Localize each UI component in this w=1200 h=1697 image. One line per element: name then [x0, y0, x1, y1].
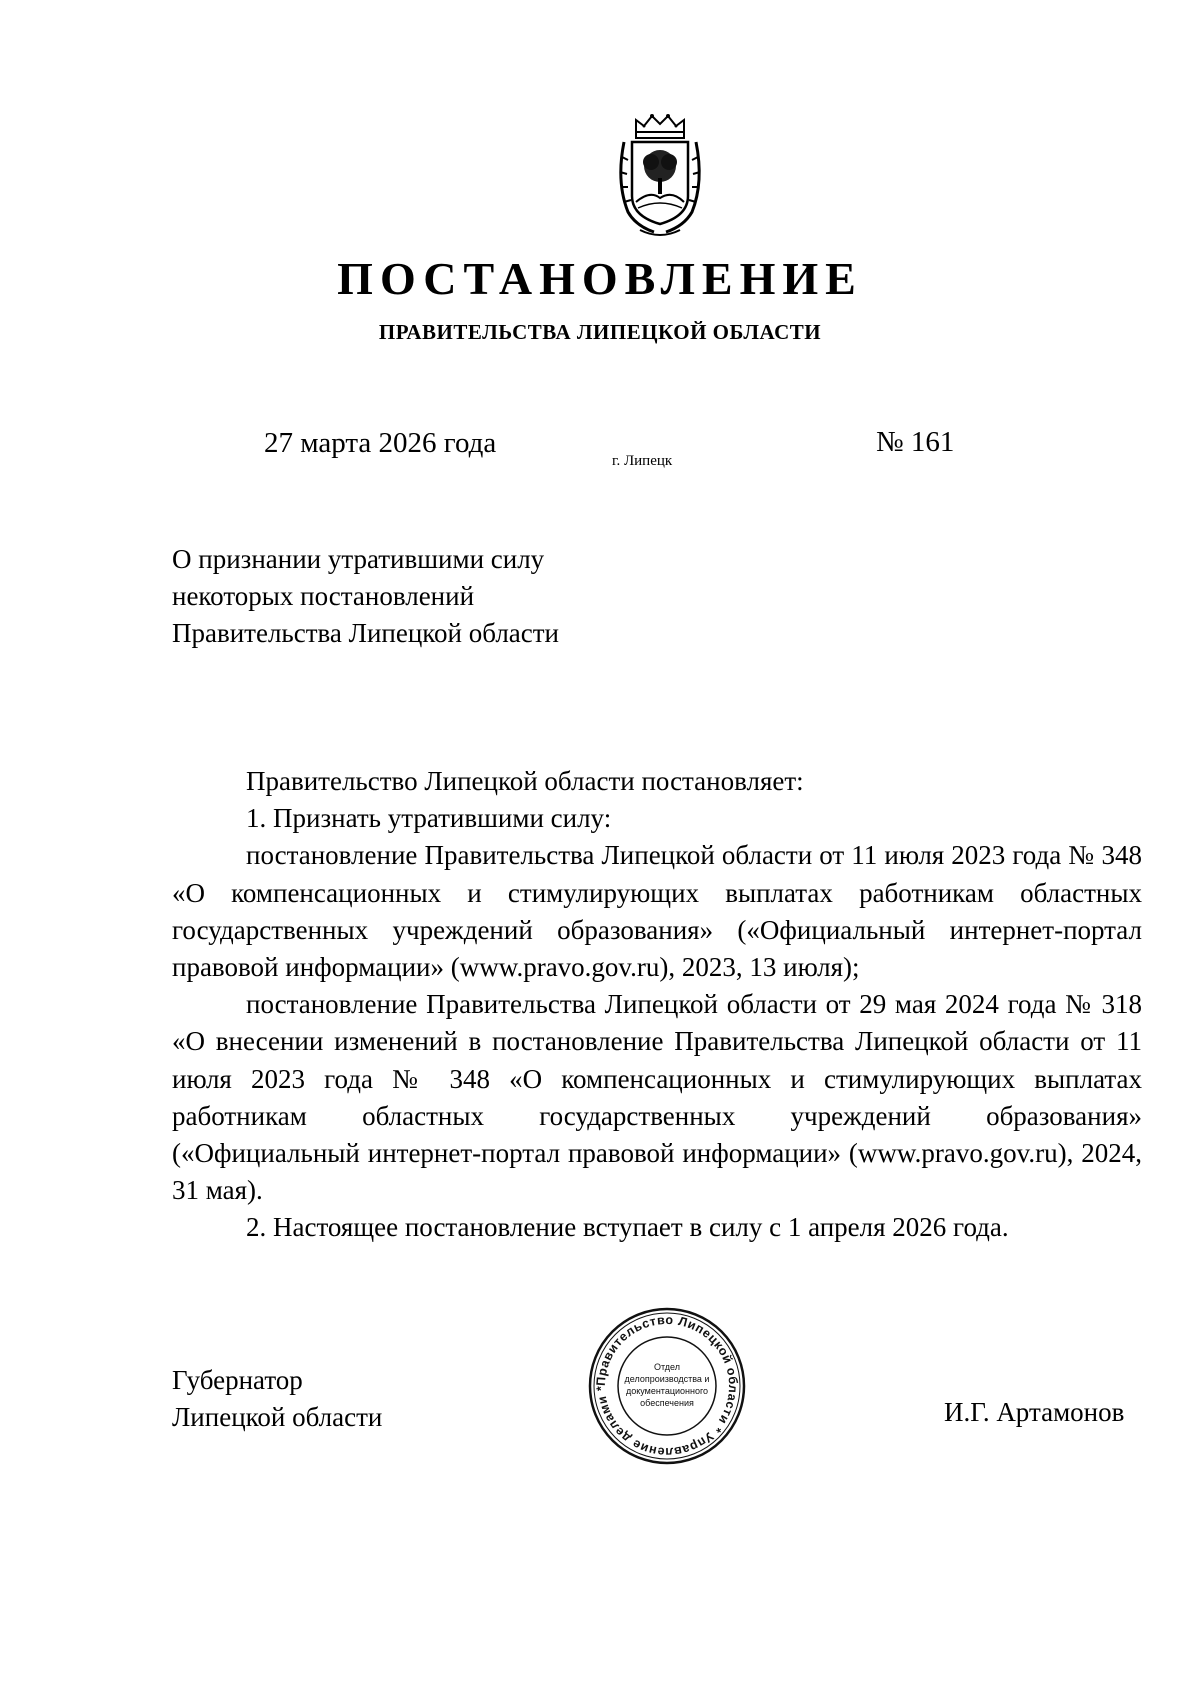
document-date: 27 марта 2026 года: [264, 427, 497, 459]
subject-line: Правительства Липецкой области: [172, 618, 560, 648]
stamp-inner-line: документационного: [625, 1386, 709, 1396]
body-act-2: постановление Правительства Липецкой области от 29 мая 2024 года № 318 «О внесении изменений в постановление Правительства Липецкой области от 11 июля 2023 года № 348 «О компенсационных и стимулирующих выплатах работникам областных государственных учреждений образования» («Официальный интернет-портал правовой информации» (www.pravo.gov.ru), 2024, 31 мая).: [172, 989, 1142, 1206]
official-stamp: [587, 1306, 747, 1466]
document-title: ПОСТАНОВЛЕНИЕ: [337, 253, 863, 304]
document-body: [172, 763, 1142, 1247]
subject-line: некоторых постановлений: [172, 581, 475, 611]
subject-line: О признании утратившими силу: [172, 544, 545, 574]
signer-position: [172, 1362, 382, 1436]
signer-position-line: Липецкой области: [172, 1402, 383, 1432]
body-intro: Правительство Липецкой области постановляет:: [246, 766, 804, 796]
signer-position-line: Губернатор: [172, 1365, 303, 1395]
stamp-inner-line: делопроизводства и: [624, 1374, 710, 1384]
body-item-1: 1. Признать утратившими силу:: [246, 803, 612, 834]
document-subtitle: ПРАВИТЕЛЬСТВА ЛИПЕЦКОЙ ОБЛАСТИ: [378, 320, 822, 344]
document-subject: [172, 541, 559, 652]
document-number: № 161: [876, 426, 955, 458]
body-act-1: постановление Правительства Липецкой области от 11 июля 2023 года № 348 «О компенсационных и стимулирующих выплатах работникам областных государственных учреждений образования» («Официальный интернет-портал правовой информации» (www.pravo.gov.ru), 2023, 13 июля);: [172, 840, 1142, 983]
document-city: г. Липецк: [612, 453, 673, 469]
body-item-2: 2. Настоящее постановление вступает в силу с 1 апреля 2026 года.: [246, 1212, 1009, 1243]
stamp-inner-line: обеспечения: [640, 1398, 694, 1408]
stamp-inner-line: Отдел: [653, 1362, 681, 1372]
stamp-outer-text: Правительство Липецкой области * Управление делами *: [593, 1312, 741, 1460]
signer-name: И.Г. Артамонов: [944, 1397, 1125, 1427]
coat-of-arms-icon: [614, 112, 706, 240]
